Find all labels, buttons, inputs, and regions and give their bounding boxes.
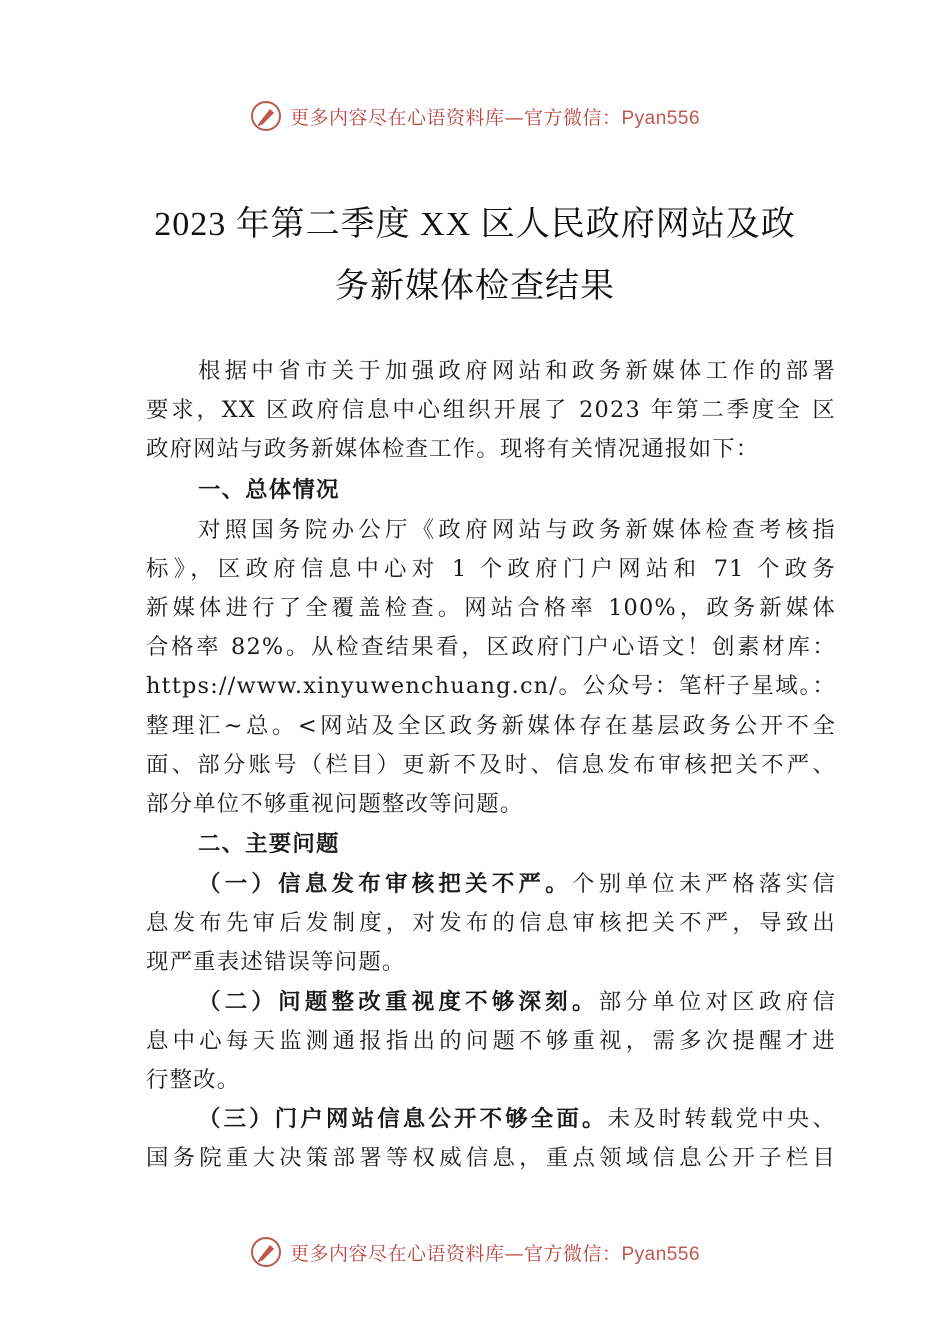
paragraph-line: https://www.xinyuwenchuang.cn/。公众号：笔杆子星域。：: [146, 673, 836, 700]
paragraph-line: 部分单位不够重视问题整改等问题。: [146, 790, 524, 817]
paragraph-line: 合格率 82%。从检查结果看，区政府门户心语文！创素材库：: [146, 634, 836, 661]
item-text: 部分单位对区政府信: [598, 988, 836, 1015]
item-text: 个别单位未严格落实信: [571, 871, 836, 898]
banner-text: 更多内容尽在心语资料库—官方微信：Pyan556: [289, 106, 701, 129]
paragraph-line: [146, 983, 836, 1022]
section-heading: 二、主要问题: [198, 831, 340, 858]
paragraph-line: 国务院重大决策部署等权威信息，重点领域信息公开子栏目: [146, 1145, 836, 1172]
paragraph-line: 政府网站与政务新媒体检查工作。现将有关情况通报如下：: [146, 436, 760, 463]
paragraph-line: [146, 1100, 836, 1139]
pen-nib-logo-icon: [250, 100, 282, 132]
paragraph-line: 面、部分账号（栏目）更新不及时、信息发布审核把关不严、: [146, 751, 836, 778]
paragraph-line: 新媒体进行了全覆盖检查。网站合格率 100%，政务新媒体: [146, 594, 836, 621]
paragraph-line: 息发布先审后发制度，对发布的信息审核把关不严，导致出: [146, 910, 836, 937]
document-title-line-1: 2023 年第二季度 XX 区人民政府网站及政: [154, 206, 796, 243]
item-lead: （一）信息发布审核把关不严。: [198, 871, 572, 898]
document-body: [146, 352, 836, 1179]
header-banner: [0, 96, 950, 136]
paragraph-line: 整理汇~总。<网站及全区政务新媒体存在基层政务公开不全: [146, 712, 836, 739]
item-lead: （三）门户网站信息公开不够全面。: [198, 1106, 608, 1133]
paragraph-line: 要求，XX 区政府信息中心组织开展了 2023 年第二季度全 区: [146, 397, 836, 424]
paragraph-line: 标》，区政府信息中心对 1 个政府门户网站和 71 个政务: [146, 555, 836, 582]
wechat-id: Pyan556: [621, 107, 701, 129]
paragraph-line: 对照国务院办公厅《政府网站与政务新媒体检查考核指: [198, 516, 836, 543]
item-text: 未及时转载党中央、: [607, 1106, 836, 1133]
paragraph-line: 根据中省市关于加强政府网站和政务新媒体工作的部署: [198, 358, 836, 384]
document-title-line-2: 务新媒体检查结果: [335, 268, 615, 305]
footer-banner: [0, 1232, 950, 1272]
paragraph-line: [146, 865, 836, 904]
paragraph-line: 行整改。: [146, 1067, 241, 1093]
wechat-id: Pyan556: [621, 1243, 701, 1265]
banner-text: 更多内容尽在心语资料库—官方微信：Pyan556: [289, 1242, 701, 1265]
paragraph-line: 现严重表述错误等问题。: [146, 949, 406, 976]
paragraph-line: 息中心每天监测通报指出的问题不够重视，需多次提醒才进: [146, 1027, 836, 1054]
item-lead: （二）问题整改重视度不够深刻。: [198, 988, 599, 1015]
section-heading: 一、总体情况: [198, 476, 340, 503]
pen-nib-logo-icon: [250, 1236, 282, 1268]
